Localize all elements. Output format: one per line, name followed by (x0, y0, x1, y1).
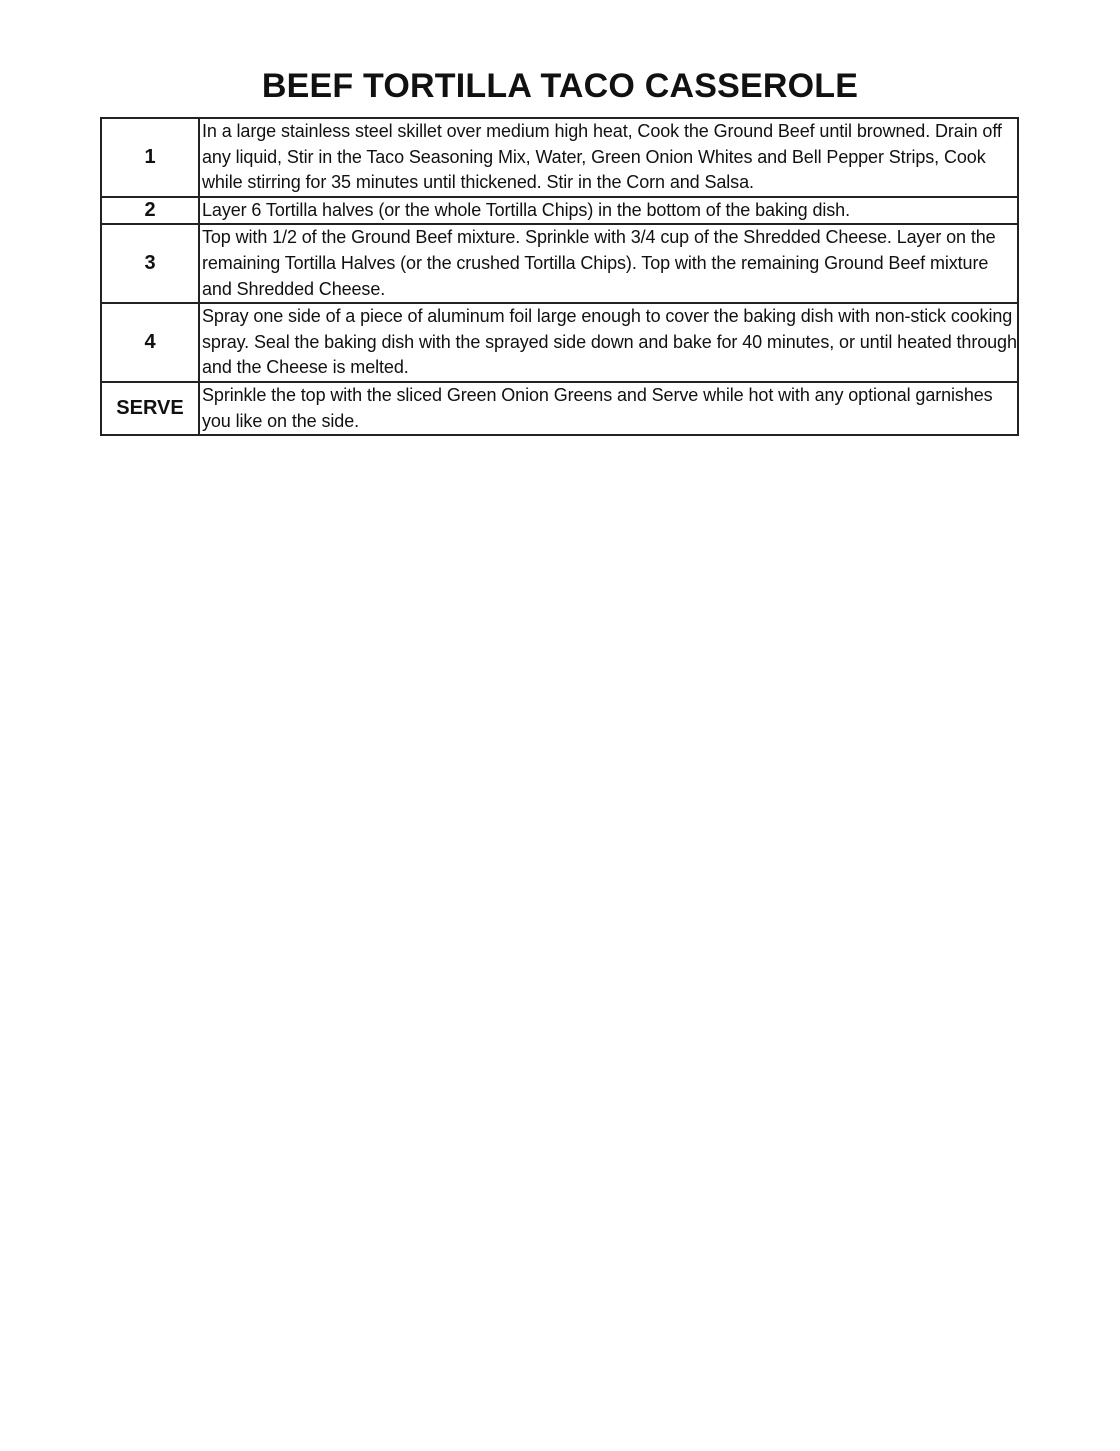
step-number: 1 (101, 118, 199, 197)
step-instructions: In a large stainless steel skillet over medium high heat, Cook the Ground Beef until browned. Drain off any liquid, Stir in the Taco Seasoning Mix, Water, Green Onion Whites and Bell Pepper Strips, Cook while stirring for 35 minutes until thickened. Stir in the Corn and Salsa. (199, 118, 1018, 197)
recipe-steps-table (100, 117, 1019, 436)
step-instructions: Sprinkle the top with the sliced Green Onion Greens and Serve while hot with any optional garnishes you like on the side. (199, 382, 1018, 435)
table-row (101, 118, 1018, 197)
table-row (101, 303, 1018, 382)
step-number: 3 (101, 224, 199, 303)
step-instructions: Top with 1/2 of the Ground Beef mixture. Sprinkle with 3/4 cup of the Shredded Cheese. Layer on the remaining Tortilla Halves (or the crushed Tortilla Chips). Top with the remaining Ground Beef mixture and Shredded Cheese. (199, 224, 1018, 303)
table-row (101, 197, 1018, 225)
step-instructions: Layer 6 Tortilla halves (or the whole Tortilla Chips) in the bottom of the baking dish. (199, 197, 1018, 225)
page-title: BEEF TORTILLA TACO CASSEROLE (261, 67, 859, 105)
table-row (101, 224, 1018, 303)
step-number: SERVE (101, 382, 199, 435)
step-instructions: Spray one side of a piece of aluminum foil large enough to cover the baking dish with non-stick cooking spray. Seal the baking dish with the sprayed side down and bake for 40 minutes, or until heated through and the Cheese is melted. (199, 303, 1018, 382)
table-row (101, 382, 1018, 435)
step-number: 4 (101, 303, 199, 382)
step-number: 2 (101, 197, 199, 225)
